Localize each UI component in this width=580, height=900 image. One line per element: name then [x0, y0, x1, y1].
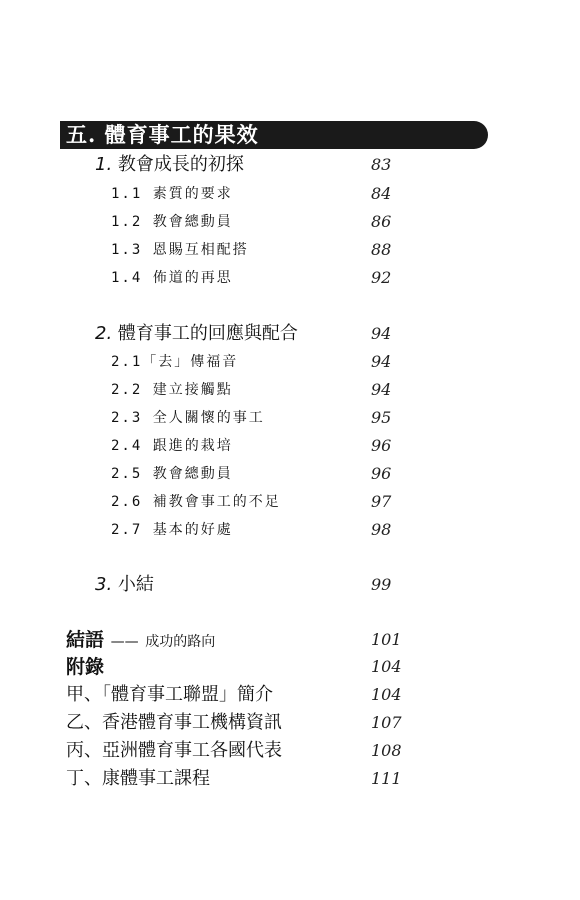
toc-item[interactable] — [111, 434, 395, 458]
item-label: 2.5 教會總動員 — [111, 466, 233, 482]
page-number: 107 — [371, 713, 402, 732]
section-title: 五. 體育事工的果效 — [66, 122, 259, 147]
toc-conclusion[interactable] — [66, 628, 402, 652]
toc-chapter[interactable] — [95, 153, 395, 177]
toc-item[interactable] — [111, 210, 395, 234]
toc-item[interactable] — [111, 266, 395, 290]
toc-appendix-item[interactable] — [66, 683, 402, 707]
appendix-item-label: 乙、香港體育事工機構資訊 — [66, 712, 282, 733]
page-number: 95 — [371, 408, 392, 427]
toc-item[interactable] — [111, 490, 395, 514]
page-number: 98 — [371, 520, 392, 539]
toc-item[interactable] — [111, 378, 395, 402]
chapter-number: 3. — [95, 574, 113, 595]
chapter-label — [95, 573, 154, 597]
conclusion-title: 結語 — [66, 629, 105, 651]
chapter-number: 1. — [95, 154, 113, 175]
item-label: 2.6 補教會事工的不足 — [111, 494, 281, 510]
item-label: 1.1 素質的要求 — [111, 186, 233, 202]
toc-appendix-item[interactable] — [66, 711, 402, 735]
item-label: 1.3 恩賜互相配搭 — [111, 242, 249, 258]
item-label: 1.4 佈道的再思 — [111, 270, 233, 286]
page-number: 84 — [371, 184, 392, 203]
appendix-label: 附錄 — [66, 656, 105, 678]
toc-item[interactable] — [111, 182, 395, 206]
page-number: 94 — [371, 380, 392, 399]
appendix-item-label: 丙、亞洲體育事工各國代表 — [66, 740, 282, 761]
toc-appendix-item[interactable] — [66, 739, 402, 763]
chapter-number: 2. — [95, 323, 113, 344]
chapter-label — [95, 153, 244, 177]
item-label: 2.4 跟進的栽培 — [111, 438, 233, 454]
page-number: 101 — [371, 630, 402, 649]
toc-chapter[interactable] — [95, 573, 395, 597]
item-label: 2.2 建立接觸點 — [111, 382, 233, 398]
page-number: 111 — [371, 769, 402, 788]
chapter-title: 體育事工的回應與配合 — [117, 323, 298, 344]
toc-appendix-item[interactable] — [66, 767, 402, 791]
page-number: 94 — [371, 352, 392, 371]
chapter-title: 教會成長的初探 — [117, 154, 244, 175]
toc-chapter[interactable] — [95, 322, 395, 346]
appendix-item-label: 丁、康體事工課程 — [66, 768, 210, 789]
toc-item[interactable] — [111, 406, 395, 430]
chapter-title: 小結 — [117, 574, 154, 595]
page-number: 108 — [371, 741, 402, 760]
page-number: 88 — [371, 240, 392, 259]
page-number: 92 — [371, 268, 392, 287]
conclusion-label — [66, 628, 215, 654]
page-number: 83 — [371, 155, 392, 174]
item-label: 2.7 基本的好處 — [111, 522, 233, 538]
appendix-item-label: 甲、「體育事工聯盟」簡介 — [66, 684, 273, 705]
toc-item[interactable] — [111, 462, 395, 486]
toc-item[interactable] — [111, 518, 395, 542]
toc-appendix[interactable] — [66, 655, 402, 679]
page-number: 104 — [371, 657, 402, 676]
conclusion-dash: —— — [110, 634, 139, 650]
toc-item[interactable] — [111, 350, 395, 374]
item-label: 1.2 教會總動員 — [111, 214, 233, 230]
page-number: 86 — [371, 212, 392, 231]
page-number: 96 — [371, 464, 392, 483]
page-number: 94 — [371, 324, 392, 343]
item-label: 2.1「去」傳福音 — [111, 354, 239, 370]
toc-item[interactable] — [111, 238, 395, 262]
page-number: 99 — [371, 575, 392, 594]
page-number: 97 — [371, 492, 392, 511]
chapter-label — [95, 322, 298, 346]
conclusion-subtitle: 成功的路向 — [145, 634, 216, 650]
page-number: 104 — [371, 685, 402, 704]
item-label: 2.3 全人關懷的事工 — [111, 410, 265, 426]
page-number: 96 — [371, 436, 392, 455]
